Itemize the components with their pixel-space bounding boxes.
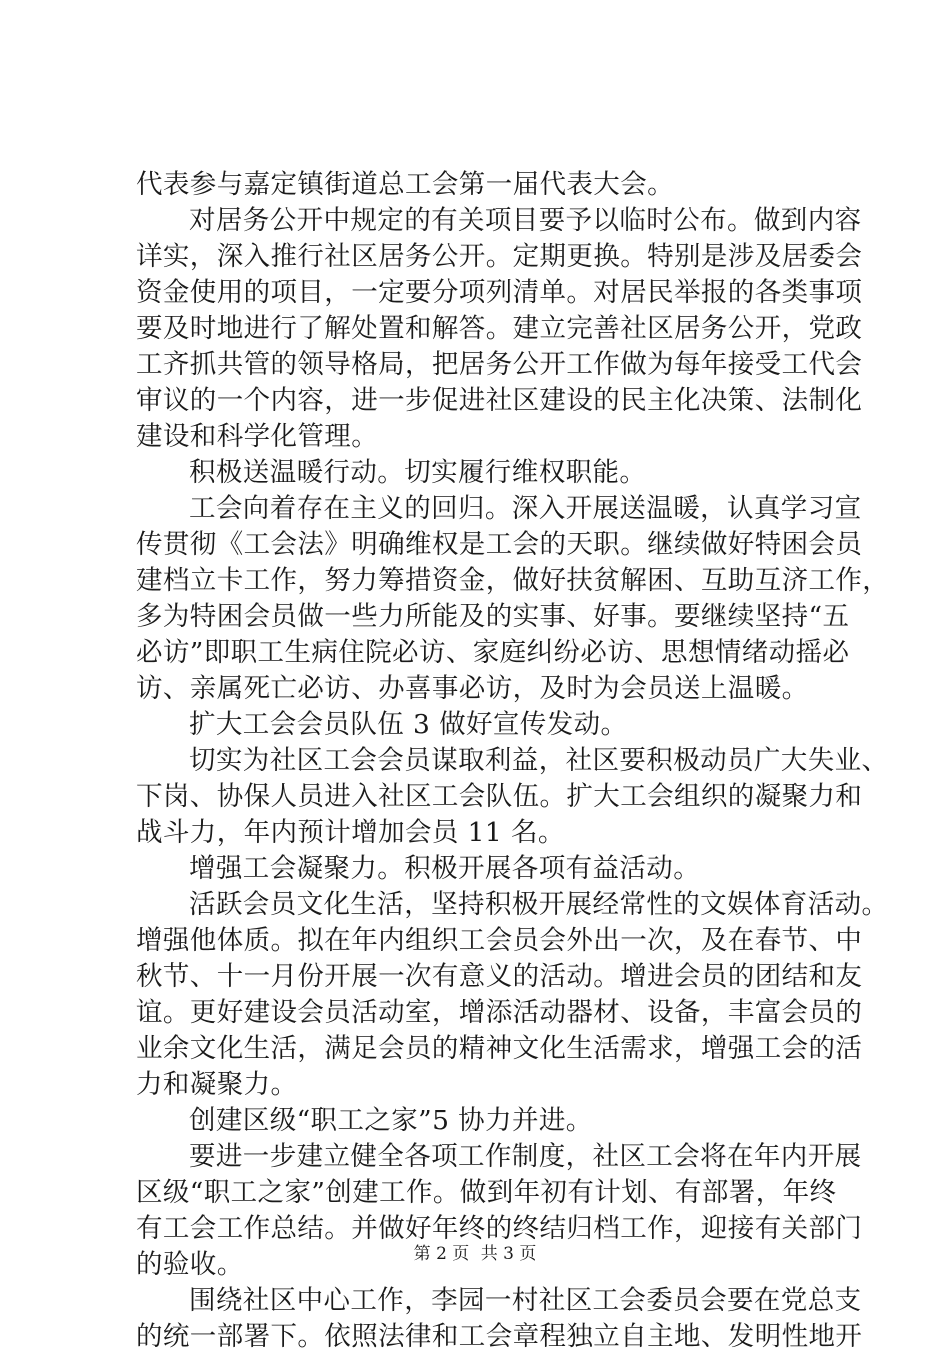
section-heading: 积极送温暖行动。切实履行维权职能。 bbox=[189, 457, 647, 488]
text-line: 区级“职工之家”创建工作。做到年初有计划、有部署，年终 bbox=[136, 1177, 837, 1208]
text-line: 代表参与嘉定镇街道总工会第一届代表大会。 bbox=[136, 169, 674, 200]
text-line: 建设和科学化管理。 bbox=[136, 421, 379, 452]
text-line: 传贯彻《工会法》明确维权是工会的天职。继续做好特困会员 bbox=[136, 529, 863, 560]
section-heading: 增强工会凝聚力。积极开展各项有益活动。 bbox=[189, 853, 701, 884]
text-line: 审议的一个内容，进一步促进社区建设的民主化决策、法制化 bbox=[136, 385, 863, 416]
page-footer bbox=[0, 1243, 950, 1265]
text-line: 要及时地进行了解处置和解答。建立完善社区居务公开，党政 bbox=[136, 313, 863, 344]
paragraph-start-line: 活跃会员文化生活，坚持积极开展经常性的文娱体育活动。 bbox=[189, 889, 889, 920]
text-line: 建档立卡工作，努力筹措资金，做好扶贫解困、互助互济工作， bbox=[136, 565, 890, 596]
paragraph-start-line: 要进一步建立健全各项工作制度，社区工会将在年内开展 bbox=[189, 1141, 862, 1172]
text-line: 秋节、十一月份开展一次有意义的活动。增进会员的团结和友 bbox=[136, 961, 863, 992]
document-body bbox=[136, 167, 890, 1355]
text-line: 业余文化生活，满足会员的精神文化生活需求，增强工会的活 bbox=[136, 1033, 863, 1064]
text-line: 多为特困会员做一些力所能及的实事、好事。要继续坚持“五 bbox=[136, 601, 850, 632]
text-line: 访、亲属死亡必访、办喜事必访，及时为会员送上温暖。 bbox=[136, 673, 809, 704]
text-line: 有工会工作总结。并做好年终的终结归档工作，迎接有关部门 bbox=[136, 1213, 863, 1244]
text-line: 增强他体质。拟在年内组织工会员会外出一次，及在春节、中 bbox=[136, 925, 863, 956]
paragraph-start-line: 对居务公开中规定的有关项目要予以临时公布。做到内容 bbox=[189, 205, 862, 236]
text-line: 资金使用的项目，一定要分项列清单。对居民举报的各类事项 bbox=[136, 277, 863, 308]
text-line: 的验收。 bbox=[136, 1249, 244, 1280]
text-line: 力和凝聚力。 bbox=[136, 1069, 298, 1100]
text-line: 的统一部署下。依照法律和工会章程独立自主地、发明性地开 bbox=[136, 1321, 863, 1352]
text-line: 必访”即职工生病住院必访、家庭纠纷必访、思想情绪动摇必 bbox=[136, 637, 850, 668]
section-heading: 扩大工会会员队伍 3 做好宣传发动。 bbox=[189, 709, 628, 740]
page-total: 共 3 页 bbox=[480, 1244, 537, 1264]
paragraph-start-line: 围绕社区中心工作，李园一村社区工会委员会要在党总支 bbox=[189, 1285, 862, 1316]
paragraph-start-line: 工会向着存在主义的回归。深入开展送温暖，认真学习宣 bbox=[189, 493, 862, 524]
text-line: 下岗、协保人员进入社区工会队伍。扩大工会组织的凝聚力和 bbox=[136, 781, 863, 812]
text-line: 详实，深入推行社区居务公开。定期更换。特别是涉及居委会 bbox=[136, 241, 863, 272]
page-number: 第 2 页 bbox=[413, 1244, 470, 1264]
paragraph-start-line: 切实为社区工会会员谋取利益，社区要积极动员广大失业、 bbox=[189, 745, 889, 776]
text-line: 战斗力，年内预计增加会员 11 名。 bbox=[136, 817, 565, 848]
text-line: 工齐抓共管的领导格局，把居务公开工作做为每年接受工代会 bbox=[136, 349, 863, 380]
section-heading: 创建区级“职工之家”5 协力并进。 bbox=[189, 1105, 593, 1136]
text-line: 谊。更好建设会员活动室，增添活动器材、设备，丰富会员的 bbox=[136, 997, 863, 1028]
